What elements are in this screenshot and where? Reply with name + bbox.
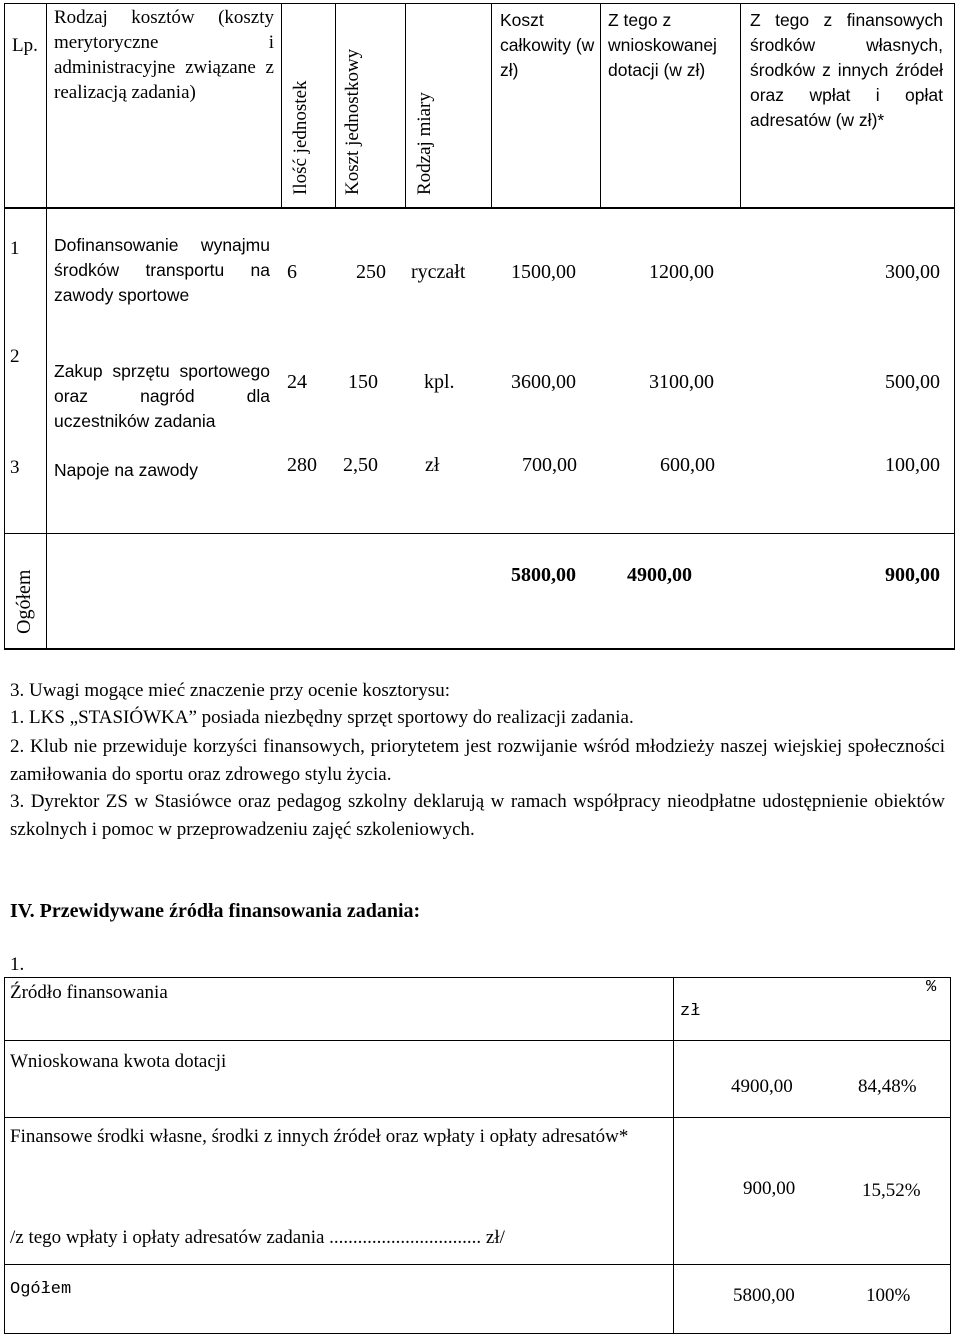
total-cost: 5800,00	[511, 564, 576, 586]
row-2-own: 500,00	[885, 371, 940, 393]
remark-item: 2. Klub nie przewiduje korzyści finansowych, priorytetem jest rozwijanie wśród młodzieży naszej wiejskiej społeczności zamiłowania do sportu oraz zdrowego stylu życia.	[10, 736, 945, 785]
row-2-qty: 24	[287, 371, 307, 393]
header-quantity: Ilość jednostek	[290, 80, 311, 195]
header-grant: Z tego z wnioskowanej dotacji (w zł)	[608, 10, 717, 80]
row-2-type: Zakup sprzętu sportowego oraz nagród dla uczestników zadania	[54, 361, 270, 431]
row-2-unit-cost: 150	[348, 371, 378, 393]
funding-header-pln: zł	[680, 1002, 701, 1021]
header-unit: Rodzaj miary	[414, 92, 435, 195]
funding-row-own-source: Finansowe środki własne, środki z innych źródeł oraz wpłaty i opłaty adresatów*	[10, 1126, 629, 1147]
remark-item: 3. Dyrektor ZS w Stasiówce oraz pedagog szkolny deklarują w ramach współpracy nieodpłatne udostępnienie obiektów szkolnych i pomoc w przeprowadzeniu zajęć szkoleniowych.	[10, 791, 945, 840]
row-1-total: 1500,00	[511, 261, 576, 283]
header-total-cost: Koszt całkowity (w zł)	[500, 10, 595, 80]
header-unit-cost: Koszt jednostkowy	[342, 48, 363, 195]
row-1-own: 300,00	[885, 261, 940, 283]
remarks-heading: 3. Uwagi mogące mieć znaczenie przy ocenie kosztorysu:	[10, 680, 450, 701]
funding-total-label: Ogółem	[10, 1280, 72, 1299]
row-3-type: Napoje na zawody	[54, 460, 198, 480]
row-3-unit: zł	[425, 454, 440, 476]
header-own-funds: Z tego z finansowych środków własnych, środków z innych źródeł oraz wpłat i opłat adresatów (w zł)*	[750, 10, 943, 130]
row-1-grant: 1200,00	[649, 261, 714, 283]
row-3-qty: 280	[287, 454, 317, 476]
row-1-unit: ryczałt	[411, 261, 466, 283]
section-iv-heading: IV. Przewidywane źródła finansowania zadania:	[10, 900, 421, 922]
remark-item: 1. LKS „STASIÓWKA” posiada niezbędny sprzęt sportowy do realizacji zadania.	[10, 707, 634, 728]
row-3-grant: 600,00	[660, 454, 715, 476]
row-2-total: 3600,00	[511, 371, 576, 393]
row-3-lp: 3	[10, 457, 20, 478]
total-grant: 4900,00	[627, 564, 692, 586]
row-1-lp: 1	[10, 238, 20, 259]
header-cost-type: Rodzaj kosztów (koszty merytoryczne i administracyjne związane z realizacją zadania)	[54, 7, 274, 103]
total-own: 900,00	[885, 564, 940, 586]
funding-row-grant-pct: 84,48%	[858, 1076, 917, 1097]
funding-row-grant-source: Wnioskowana kwota dotacji	[10, 1051, 227, 1072]
funding-header-source: Źródło finansowania	[10, 982, 168, 1003]
funding-row-grant-pln: 4900,00	[731, 1076, 793, 1097]
section-iv-number: 1.	[10, 954, 25, 975]
row-2-unit: kpl.	[424, 371, 455, 393]
funding-total-pct: 100%	[866, 1285, 911, 1306]
row-3-total: 700,00	[522, 454, 577, 476]
row-1-unit-cost: 250	[356, 261, 386, 283]
row-1-qty: 6	[287, 261, 297, 283]
row-3-own: 100,00	[885, 454, 940, 476]
funding-row-own-pct: 15,52%	[862, 1180, 921, 1201]
header-lp: Lp.	[12, 35, 38, 56]
funding-row-own-pln: 900,00	[743, 1178, 796, 1199]
row-2-lp: 2	[10, 346, 20, 367]
row-2-grant: 3100,00	[649, 371, 714, 393]
row-3-unit-cost: 2,50	[343, 454, 378, 476]
row-1-type: Dofinansowanie wynajmu środków transportu na zawody sportowe	[54, 235, 270, 305]
funding-header-pct: %	[926, 978, 937, 997]
funding-row-fees-source: /z tego wpłaty i opłaty adresatów zadania ................................ zł/	[10, 1227, 505, 1248]
total-label: Ogółem	[13, 569, 35, 634]
funding-total-pln: 5800,00	[733, 1285, 795, 1306]
